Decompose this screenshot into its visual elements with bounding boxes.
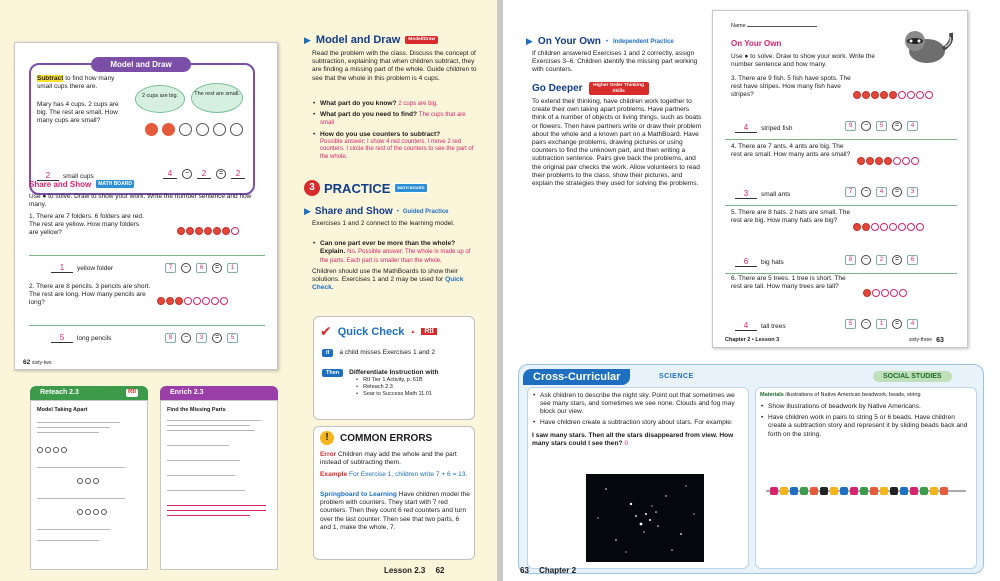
thought-bubble-big: 2 cups are big. bbox=[135, 85, 185, 113]
bead-row-5 bbox=[853, 223, 924, 231]
model-answer-value: 2 bbox=[37, 171, 59, 181]
student-footer-left: Chapter 2 • Lesson 3 bbox=[725, 337, 780, 343]
cross-curricular-panel bbox=[518, 364, 984, 574]
counter-empty-icon bbox=[196, 123, 209, 136]
social-studies-card: Materials illustrations of Native American beadwork, beads, string • Show illustrations of beadwork by Native Americans. • Have children work in pairs to string 5 or 6 beads. Have children create a subtraction story and represent it by sliding beads back and forth on the string. bbox=[755, 387, 977, 569]
triangle-bullet-icon: ▶ bbox=[526, 36, 533, 46]
problem-4: 4. There are 7 ants. 4 ants are big. The rest are small. How many ants are small? bbox=[731, 143, 851, 158]
separator bbox=[29, 255, 265, 256]
teacher-questions: • What part do you know? 2 cups are big. • What part do you need to find? The cups that are small • How do you use counters to subtract? Possible answer: I show 4 red counters. I move 2 red counters. I circle the rest of the counters to see the part of the whole. bbox=[312, 100, 480, 161]
bead-row-6 bbox=[863, 289, 907, 297]
on-your-own-teacher-text: If children answered Exercises 1 and 2 correctly, assign Exercises 3–6. Children identify the missing part working with counters. bbox=[532, 50, 698, 74]
share-and-show-intro: Use ● to solve. Draw to show your work. Write the number sentence and how many. bbox=[29, 193, 252, 208]
sas-teacher-head: ▶ Share and Show • Guided Practice bbox=[304, 206, 449, 217]
equation-1: 7 − 6 = 1 bbox=[165, 263, 238, 273]
bead-row-2 bbox=[157, 297, 228, 305]
counter-empty-icon bbox=[213, 123, 226, 136]
cross-curricular-title: Cross-Curricular bbox=[523, 369, 630, 385]
triangle-bullet-icon: ▶ bbox=[304, 206, 311, 216]
answer-3: 4 striped fish bbox=[735, 123, 792, 133]
counter-icon bbox=[145, 123, 158, 136]
equation-6: 5 − 1 = 4 bbox=[845, 319, 918, 329]
example-text: Example For Exercise 1, children write 7 + 6 = 13. bbox=[320, 471, 468, 478]
lesson-footer: Lesson 2.3 62 bbox=[384, 566, 445, 575]
common-errors-box bbox=[313, 426, 475, 560]
night-sky-photo bbox=[586, 474, 704, 562]
problem-5: 5. There are 8 hats. 2 hats are small. The rest are big. How many hats are big? bbox=[731, 209, 851, 224]
student-page-63 bbox=[712, 10, 968, 348]
counter-icon bbox=[162, 123, 175, 136]
bead-row-1 bbox=[177, 227, 239, 235]
quick-check-then: Then Differentiate Instruction with • RtI Tier 1 Activity, p. 61B • Reteach 2.3 • Soar to Success Math 11.01 bbox=[322, 369, 439, 398]
name-field[interactable]: Name bbox=[731, 23, 817, 30]
mathboard-tag-teacher: MATH BOARD bbox=[394, 183, 427, 193]
sas-teacher-text: Exercises 1 and 2 connect to the learning model. bbox=[312, 220, 455, 227]
counter-empty-icon bbox=[179, 123, 192, 136]
sas-teacher-text-2: Children should use the MathBoards to show their solutions. Exercises 1 and 2 may be used for Quick Check. bbox=[312, 268, 464, 292]
model-and-draw-box bbox=[29, 60, 255, 195]
model-problem: Mary has 4 cups. 2 cups are big. The rest are small. How many cups are small? bbox=[37, 101, 119, 124]
model-draw-teacher-text: Read the problem with the class. Discuss the concept of subtraction, explaining that when children subtract, they are finding a missing part of the whole. Guide children to see that the whole in this problem is 4 cups. bbox=[312, 50, 477, 82]
separator bbox=[29, 325, 265, 326]
answer-6: 4 tall trees bbox=[735, 321, 786, 331]
quick-check-box bbox=[313, 316, 475, 420]
answer-1: 1 yellow folder bbox=[51, 263, 113, 273]
common-errors-header: ! COMMON ERRORS bbox=[320, 431, 432, 445]
enrich-page: Find the Missing Parts bbox=[160, 400, 278, 570]
springboard-text: Springboard to Learning Have children model the problem with counters. They start with 7 red counters. Then they count 6 red counters and turn over the last counter. Then see that two parts, 6 and 1, make the whole, 7. bbox=[320, 491, 470, 531]
on-your-own-teacher-head: ▶ On Your Own • Independent Practice bbox=[526, 36, 674, 47]
model-draw-teacher-head: ▶ Model and Draw Model/Draw bbox=[304, 34, 438, 46]
checkmark-icon: ✔ bbox=[320, 323, 332, 339]
equation-4: 7 − 4 = 3 bbox=[845, 187, 918, 197]
warning-icon: ! bbox=[320, 431, 334, 445]
reteach-tab: Reteach 2.3 RtI bbox=[30, 386, 148, 400]
model-equation: 4 − 2 = 2 bbox=[163, 169, 245, 179]
reteach-page: Model Taking Apart bbox=[30, 400, 148, 570]
share-and-show-header: Share and Show MATH BOARD bbox=[29, 179, 135, 189]
enrich-card bbox=[160, 386, 278, 570]
error-text: Error Children may add the whole and the part instead of subtracting them. bbox=[320, 451, 457, 467]
social-studies-label: SOCIAL STUDIES bbox=[873, 371, 952, 382]
problem-2: 2. There are 8 pencils. 3 pencils are short. The rest are long. How many pencils are long? bbox=[29, 283, 151, 306]
problem-3: 3. There are 9 fish. 5 fish have spots. The rest have stripes. How many fish have stripes? bbox=[731, 75, 851, 98]
practice-header: 3 PRACTICE MATH BOARD bbox=[304, 180, 428, 196]
student-footer-right: sixty-three 63 bbox=[909, 337, 944, 344]
model-and-draw-title: Model and Draw bbox=[91, 57, 191, 72]
right-footer: 63 Chapter 2 bbox=[520, 566, 577, 575]
equation-5: 8 − 2 = 6 bbox=[845, 255, 918, 265]
science-label: SCIENCE bbox=[659, 373, 694, 380]
sas-teacher-question: • Can one part ever be more than the whole? Explain. No. Possible answer: The whole is made up of the parts. Each part is smaller than the whole. bbox=[312, 240, 480, 265]
go-deeper-text: To extend their thinking, have children work together to create their own taking apart problems. Have partners think of a number of objects or living things, such as boats or flowers. Then have partners write or draw their problem about the whole and a known part on a MathBoard. Have pairs exchange problems, drawing pictures or using counters to find the unknown part, and then writing a subtraction sentence. Pairs give back the problems, and the original pair checks the work. Allow volunteers to read their problems to the class, show their pictures, and explain the strategies they used for solving the problems. bbox=[532, 98, 702, 188]
student-page-62 bbox=[14, 42, 278, 370]
on-your-own-title: On Your Own bbox=[731, 39, 782, 48]
quick-check-if: If a child misses Exercises 1 and 2 bbox=[322, 349, 435, 357]
raccoon-illustration bbox=[897, 23, 953, 67]
answer-5: 6 big hats bbox=[735, 257, 784, 267]
student-page-number: 62 sixty-two bbox=[23, 359, 52, 366]
go-deeper-head: Go Deeper Higher Order Thinking Skills bbox=[532, 82, 649, 95]
left-page bbox=[0, 0, 497, 581]
problem-6: 6. There are 5 trees. 1 tree is short. The rest are tall. How many trees are tall? bbox=[731, 275, 846, 290]
counters-row bbox=[145, 123, 243, 136]
thought-bubble-rest: The rest are small. bbox=[191, 83, 243, 113]
bead-row-3 bbox=[853, 91, 933, 99]
quick-check-header: ✔ Quick Check ▲ RtI bbox=[320, 323, 437, 340]
enrich-tab: Enrich 2.3 bbox=[160, 386, 278, 400]
answer-4: 3 small ants bbox=[735, 189, 790, 199]
science-card: • Ask children to describe the night sky. Point out that sometimes we see many stars, and sometimes we see none. Clouds and fog may block our view. • Have children create a subtraction story about stars. For example: I saw many stars. Then all the stars disappeared from view. How many stars could I see then? 0 bbox=[527, 387, 749, 569]
model-draw-tag: Model/Draw bbox=[405, 36, 438, 44]
counter-empty-icon bbox=[230, 123, 243, 136]
bead-row-4 bbox=[857, 157, 919, 165]
equation-2: 8 − 3 = 5 bbox=[165, 333, 238, 343]
mathboard-tag: MATH BOARD bbox=[95, 179, 135, 189]
separator bbox=[725, 273, 957, 274]
equation-3: 9 − 5 = 4 bbox=[845, 121, 918, 131]
pyramid-icon: ▲ bbox=[410, 328, 416, 335]
bead-string-illustration bbox=[766, 484, 966, 496]
separator bbox=[725, 139, 957, 140]
model-intro: Subtract to find how many small cups there are. bbox=[37, 75, 115, 90]
model-answer-label: small cups bbox=[63, 173, 94, 180]
separator bbox=[725, 205, 957, 206]
hots-tag: Higher Order Thinking Skills bbox=[589, 82, 649, 95]
on-your-own-intro: Use ● to solve. Draw to show your work. Write the number sentence and how many. bbox=[731, 53, 875, 68]
problem-1: 1. There are 7 folders. 6 folders are red. The rest are yellow. How many folders are yellow? bbox=[29, 213, 144, 236]
reteach-card bbox=[30, 386, 148, 570]
triangle-bullet-icon: ▶ bbox=[304, 34, 311, 45]
answer-2: 5 long pencils bbox=[51, 333, 111, 343]
practice-number-badge: 3 bbox=[304, 180, 320, 196]
